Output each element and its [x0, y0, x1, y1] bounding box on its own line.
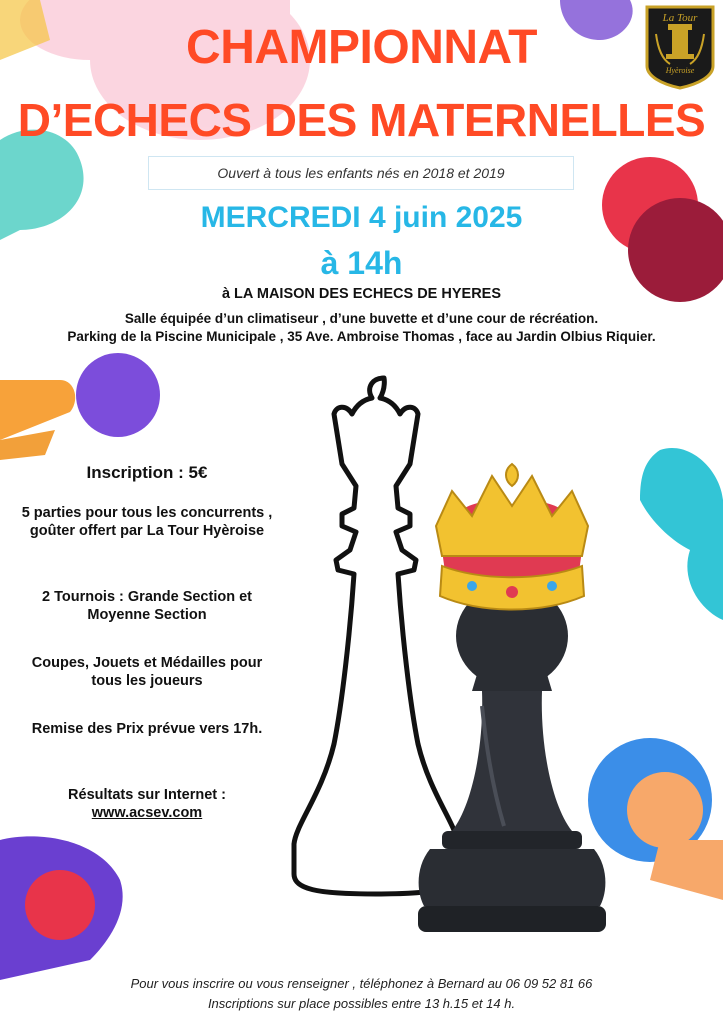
purple-red-knight-icon: [0, 836, 123, 980]
event-date: MERCREDI 4 juin 2025: [200, 201, 523, 234]
footer-onsite: Inscriptions sur place possibles entre 13 h.15 et 14 h.: [207, 996, 516, 1011]
results-link-wrap: [16, 804, 278, 822]
crowned-pawn-icon: [412, 446, 612, 936]
teal-knight-right-icon: [640, 448, 723, 620]
results-link[interactable]: www.acsev.com: [91, 805, 203, 821]
info-games: 5 parties pour tous les concurrents , goûter offert par La Tour Hyèroise: [21, 505, 273, 539]
tower-logo-icon: [644, 4, 716, 90]
footer-contact: Pour vous inscrire ou vous renseigner , téléphonez à Bernard au 06 09 52 81 66: [130, 976, 593, 991]
purple-orange-pawn-icon: [0, 353, 160, 460]
title-line-2: D’ECHECS DES MATERNELLES: [17, 94, 706, 146]
venue-description: [0, 310, 723, 346]
registration-fee: Inscription : 5€: [86, 463, 208, 482]
logo-text-top: La Tour: [662, 12, 698, 24]
eligibility-box: Ouvert à tous les enfants nés en 2018 et 2019: [148, 156, 574, 190]
info-tournaments: 2 Tournois : Grande Section et Moyenne Section: [41, 589, 252, 623]
description-line-2: Parking de la Piscine Municipale , 35 Ave. Ambroise Thomas , face au Jardin Olbius Riquier.: [67, 329, 656, 344]
info-award-time: Remise des Prix prévue vers 17h.: [31, 721, 263, 737]
results-label: Résultats sur Internet :: [68, 787, 226, 803]
event-time: à 14h: [320, 245, 403, 281]
venue: à LA MAISON DES ECHECS DE HYERES: [221, 286, 502, 302]
description-line-1: Salle équipée d’un climatiseur , d’une buvette et d’une cour de récréation.: [124, 311, 599, 326]
info-prizes: Coupes, Jouets et Médailles pour tous les joueurs: [31, 655, 263, 689]
title-line-1: CHAMPIONNAT: [186, 21, 537, 74]
logo-text-bottom: Hyèroise: [665, 66, 695, 75]
